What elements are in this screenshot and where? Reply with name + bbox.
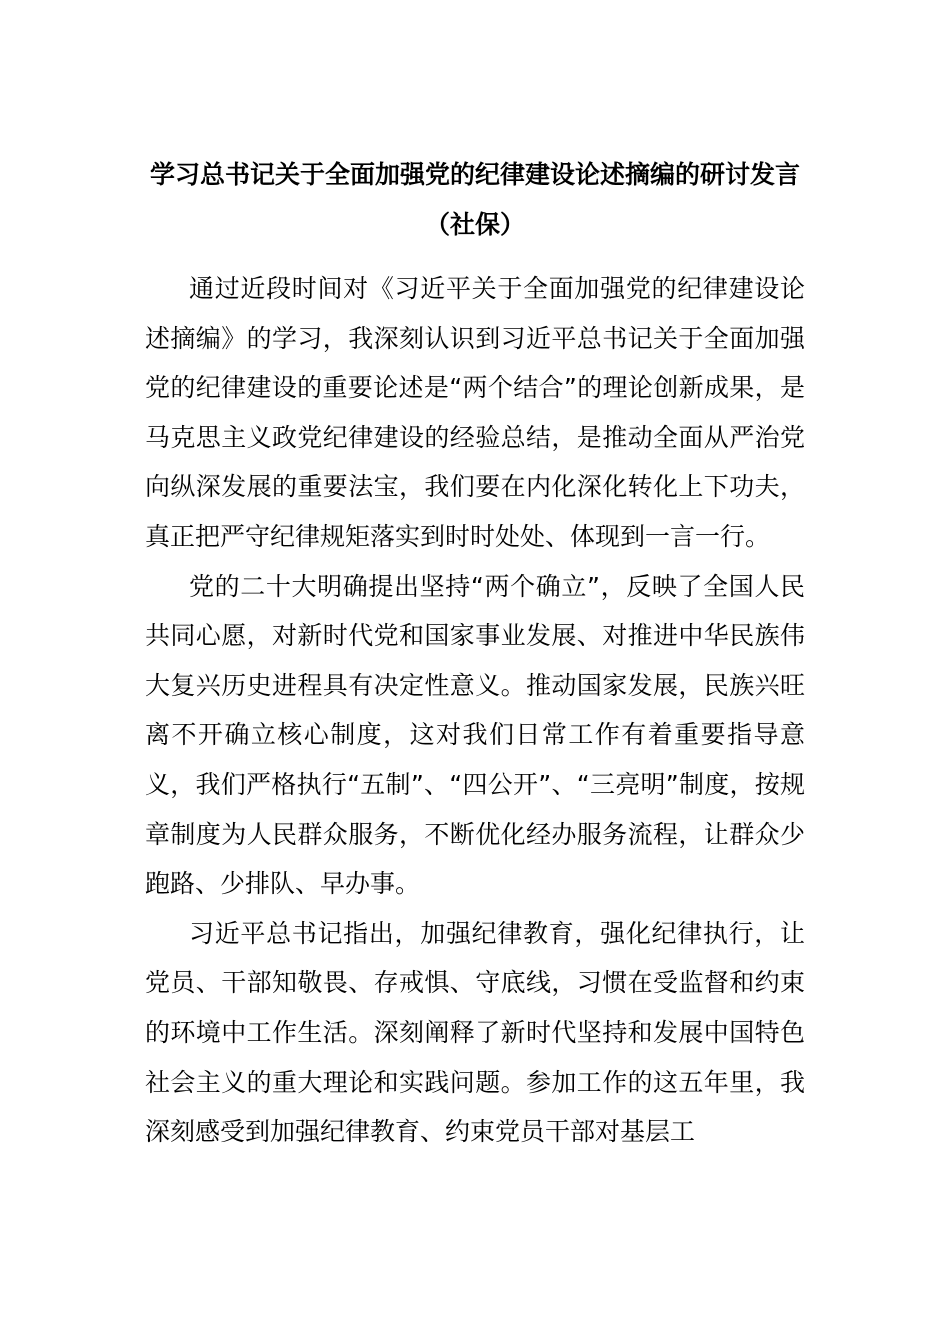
paragraph-2: 党的二十大明确提出坚持“两个确立”，反映了全国人民共同心愿，对新时代党和国家事业发展、对推进中华民族伟大复兴历史进程具有决定性意义。推动国家发展，民族兴旺离不开确立核心制度，这对我们日常工作有着重要指导意义，我们严格执行“五制”、“四公开”、“三亮明”制度，按规章制度为人民群众服务，不断优化经办服务流程，让群众少跑路、少排队、早办事。: [145, 571, 805, 899]
document-body: [145, 264, 805, 1157]
paragraph-3: 习近平总书记指出，加强纪律教育，强化纪律执行，让党员、干部知敬畏、存戒惧、守底线，习惯在受监督和约束的环境中工作生活。深刻阐释了新时代坚持和发展中国特色社会主义的重大理论和实践问题。参加工作的这五年里，我深刻感受到加强纪律教育、约束党员干部对基层工: [145, 918, 805, 1147]
paragraph-1: 通过近段时间对《习近平关于全面加强党的纪律建设论述摘编》的学习，我深刻认识到习近平总书记关于全面加强党的纪律建设的重要论述是“两个结合”的理论创新成果，是马克思主义政党纪律建设的经验总结，是推动全面从严治党向纵深发展的重要法宝，我们要在内化深化转化上下功夫，真正把严守纪律规矩落实到时时处处、体现到一言一行。: [145, 274, 805, 551]
document-title: 学习总书记关于全面加强党的纪律建设论述摘编的研讨发言（社保）: [149, 160, 800, 239]
